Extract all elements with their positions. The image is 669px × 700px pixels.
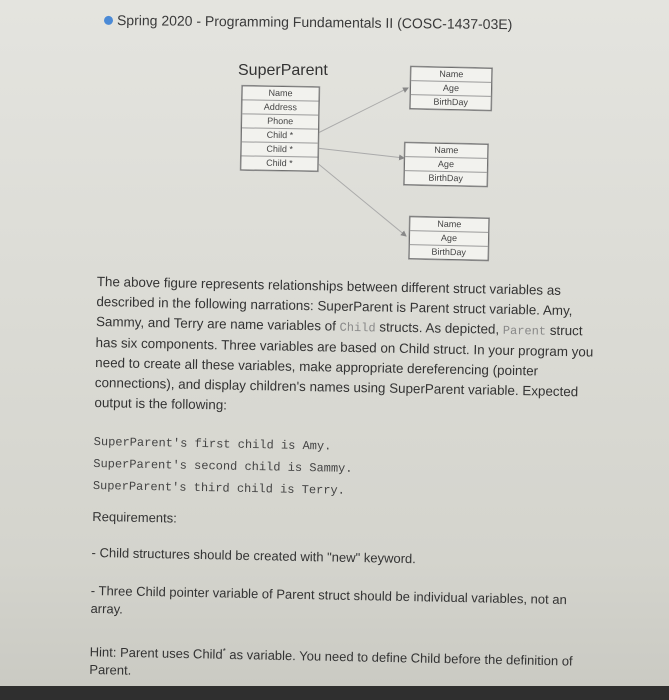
arrow-child-3: [316, 162, 406, 236]
arrow-child-1: [316, 88, 408, 134]
requirements-heading: Requirements:: [92, 508, 177, 526]
struct-diagram: [0, 0, 669, 270]
child-field: Name: [405, 143, 487, 159]
requirement-item: - Child structures should be created with "new" keyword.: [91, 544, 416, 567]
child-field: Age: [410, 231, 488, 247]
superparent-label: SuperParent: [238, 62, 328, 79]
child-field: BirthDay: [428, 172, 464, 184]
child-struct-box-3: [409, 216, 490, 261]
hint-text: Hint: Parent uses Child* as variable. You need to define Child before the definition of Parent.: [89, 644, 573, 679]
superparent-struct-box: [240, 85, 319, 171]
child-field: Age: [405, 157, 487, 173]
parent-field: Name: [242, 86, 318, 101]
output-line: SuperParent's second child is Sammy.: [93, 456, 353, 476]
description-paragraph: The above figure represents relationships between different struct variables as described in the following narrations: SuperParent is Parent struct variable. Amy, Sammy, and Terry are name variables of Child structs. As depicted, Parent struct has six components. Three variables are based on Child struct. In your program you need to create all these variables, make appropriate dereferencing (pointer connections), and display children's names using SuperParent variable. Expected output is the following:: [94, 273, 594, 413]
child-struct-box-1: [410, 66, 493, 111]
requirement-item: - Three Child pointer variable of Parent struct should be individual variables, not an array.: [90, 582, 567, 617]
child-field: Age: [411, 81, 491, 97]
output-line: SuperParent's third child is Terry.: [92, 478, 346, 498]
expected-output: [93, 431, 604, 507]
bottom-edge: [0, 686, 669, 700]
child-struct-box-2: [404, 142, 489, 187]
arrow-child-2: [316, 148, 404, 158]
child-field: Name: [411, 67, 491, 83]
course-title[interactable]: Spring 2020 - Programming Fundamentals II (COSC-1437-03E): [104, 12, 512, 32]
child-field: BirthDay: [433, 96, 469, 108]
parent-field: Address: [242, 100, 318, 115]
diagram-arrows: [0, 0, 669, 270]
parent-field: Child *: [242, 128, 318, 143]
parent-field: Child *: [242, 142, 318, 157]
parent-field: Phone: [242, 114, 318, 129]
child-field: Name: [410, 217, 488, 233]
output-line: SuperParent's first child is Amy.: [93, 434, 332, 454]
assignment-text: [89, 272, 607, 689]
child-field: BirthDay: [431, 246, 467, 258]
parent-field: Child *: [266, 157, 293, 169]
